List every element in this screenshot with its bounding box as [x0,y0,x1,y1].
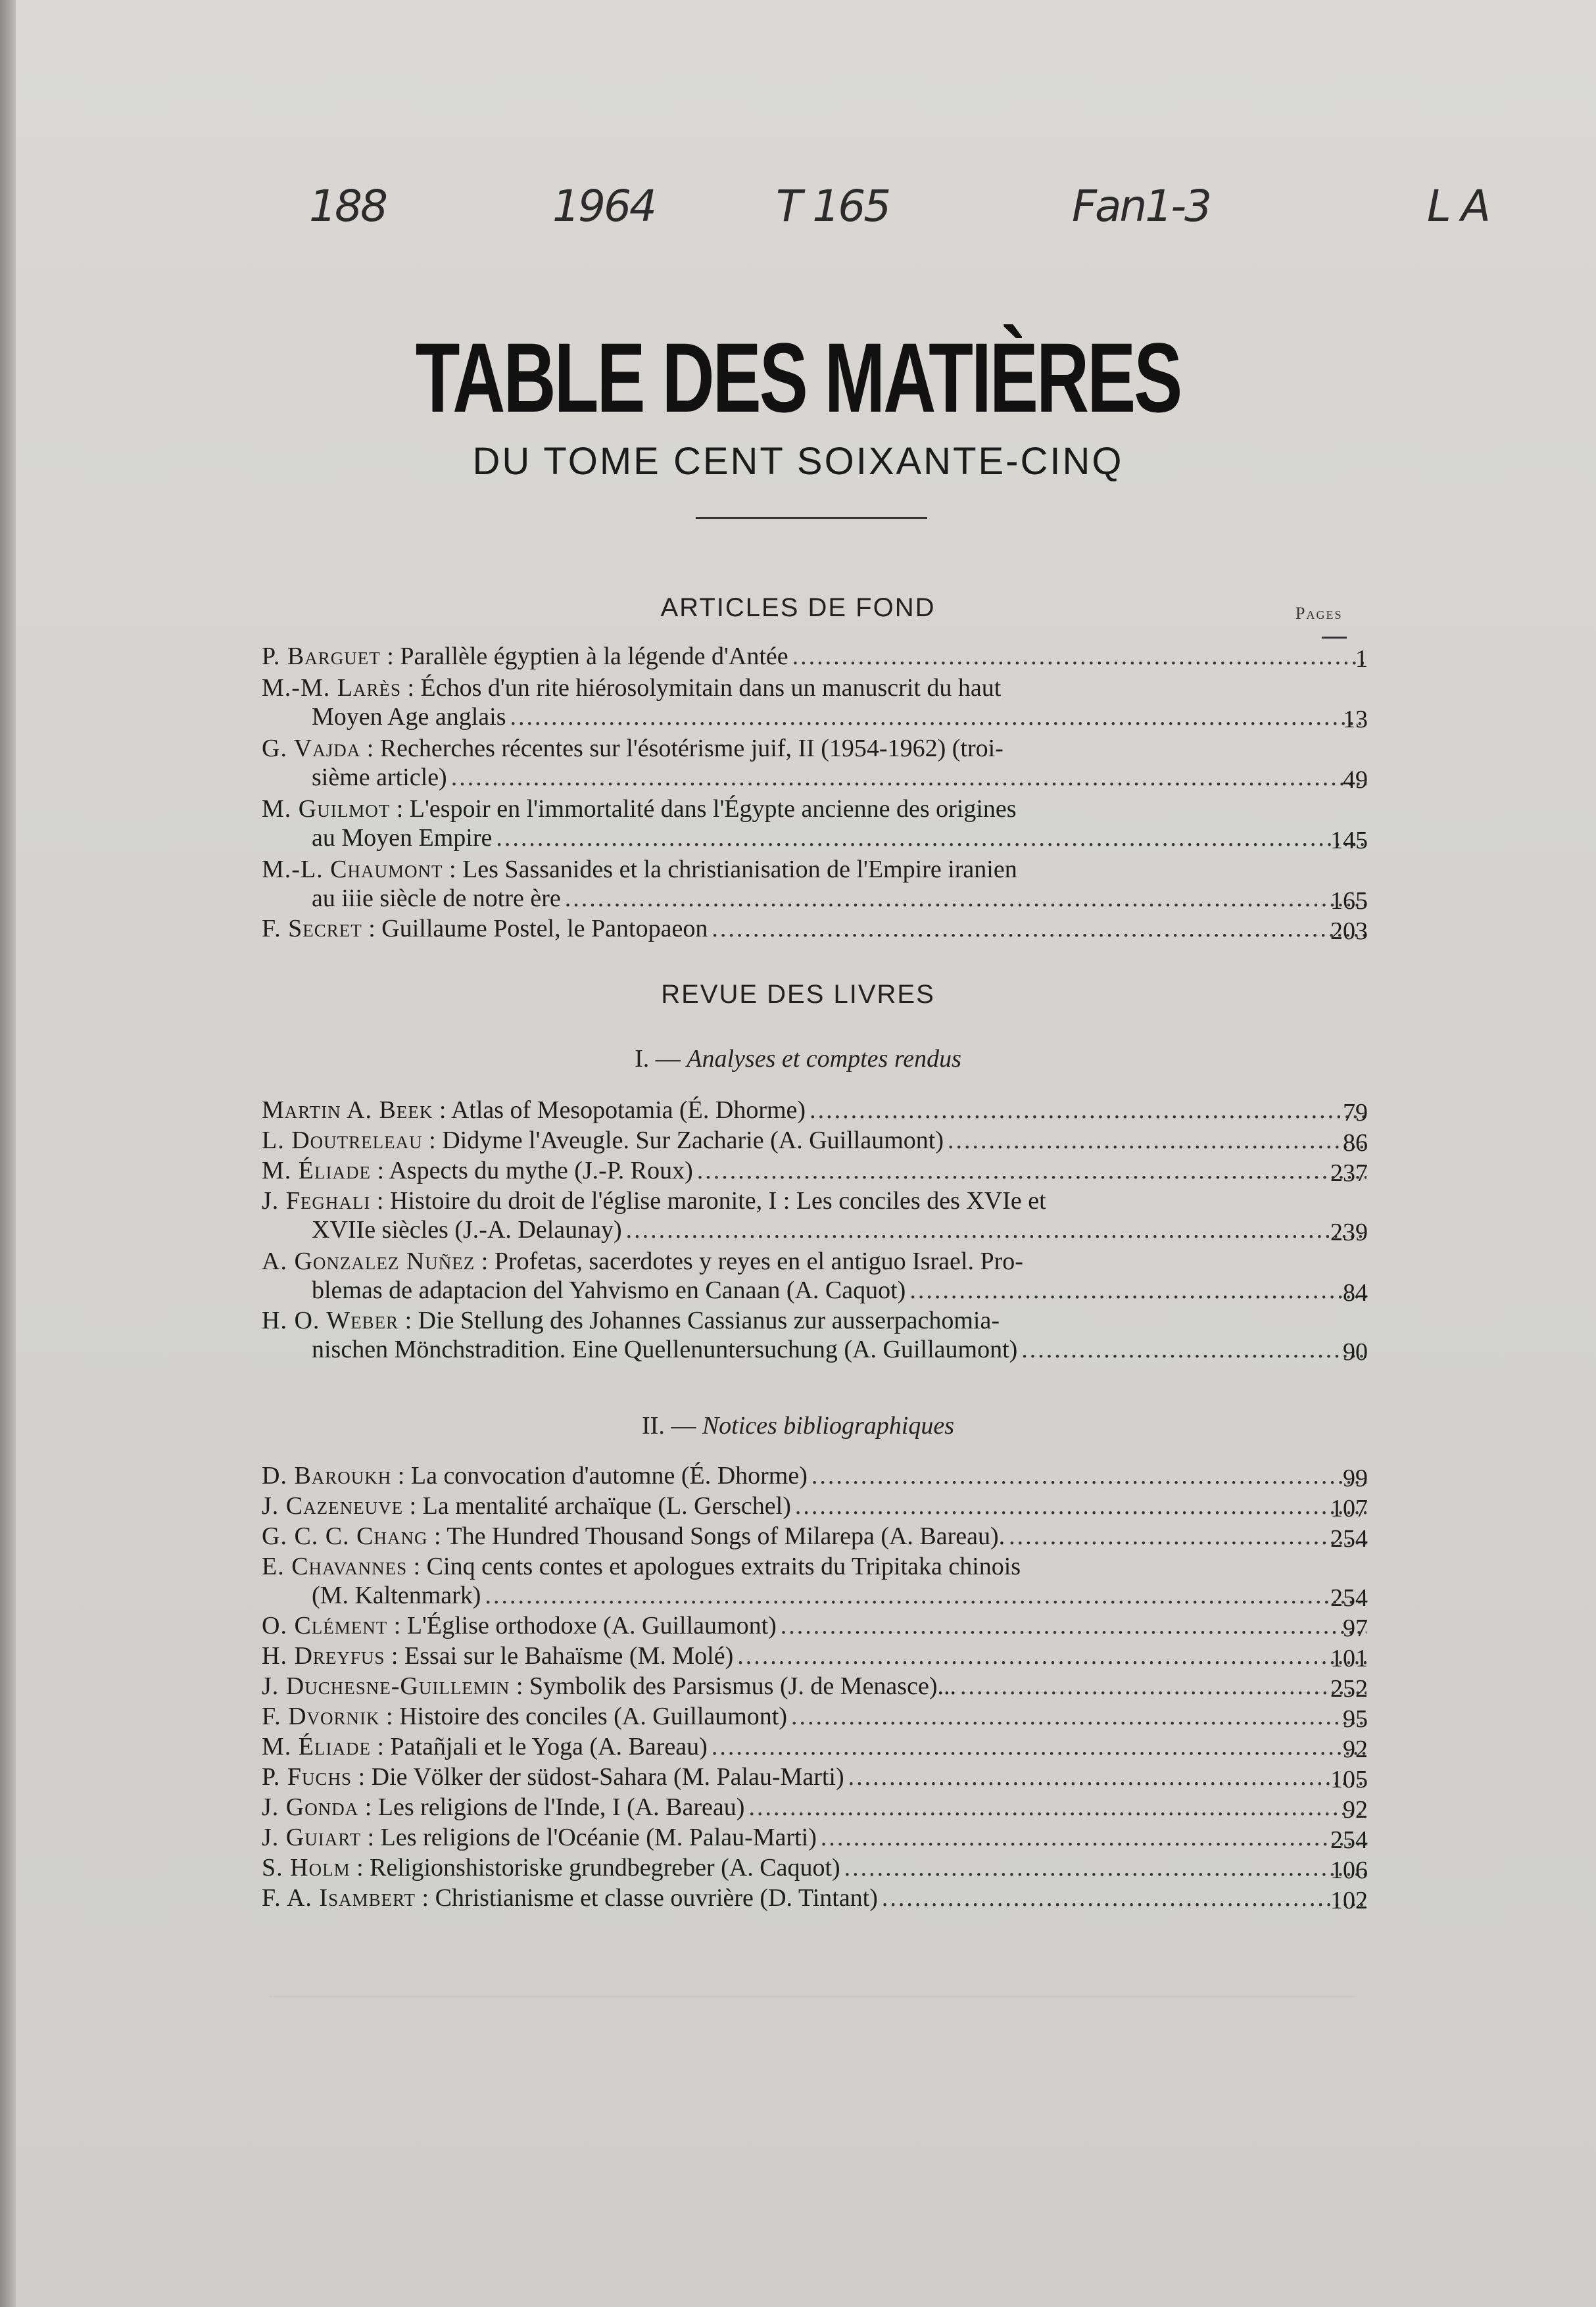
title-divider [696,517,927,519]
toc-entry-line: P. Barguet : Parallèle égyptien à la légende d'Antée ..... [262,642,1366,671]
handwritten-note-1: 188 [309,181,386,231]
toc-entry-author: G. Vajda [262,735,361,762]
toc-entry [262,1793,1366,1822]
toc-entry [262,1823,1366,1852]
toc-entry-title: Religionshistoriske grundbegreber (A. Caquot) [370,1854,840,1882]
toc-entry-page: 79 [1343,1099,1368,1127]
toc-entry-title: Die Stellung des Johannes Cassianus zur ausserpachomia- [418,1307,1000,1334]
dot-leader [510,702,1366,731]
toc-entry-title: Les religions de l'Océanie (M. Palau-Marti) [380,1824,817,1851]
toc-entry-title: L'espoir en l'immortalité dans l'Égypte ancienne des origines [409,795,1017,823]
toc-entry-line [262,884,1366,913]
toc-entry-title: XVIIe siècles (J.-A. Delaunay) [312,1216,622,1244]
toc-entry-line: J. Gonda : Les religions de l'Inde, I (A. Bareau) ..... [262,1793,1366,1822]
toc-entry [262,1461,1366,1490]
toc-entry-author: L. Doutreleau [262,1127,423,1154]
toc-entry-line: M. Éliade : Patañjali et le Yoga (A. Bareau) ..... [262,1732,1366,1761]
toc-entry-page: 92 [1343,1796,1368,1824]
toc-entry-line: H. O. Weber : Die Stellung des Johannes Cassianus zur ausserpachomia- [262,1307,1000,1334]
toc-entry-page: 254 [1330,1826,1368,1854]
toc-entry-page: 86 [1343,1129,1368,1157]
toc-entry-page: 165 [1330,887,1368,915]
toc-entry-title: Histoire des conciles (A. Guillaumont) [399,1703,788,1730]
toc-entry-page: 254 [1330,1525,1368,1553]
toc-entry-page: 92 [1343,1736,1368,1763]
toc-entry-line: J. Feghali : Histoire du droit de l'église maronite, I : Les conciles des XVIe et [262,1187,1046,1215]
toc-entry-line: H. Dreyfus : Essai sur le Bahaïsme (M. Molé) ..... [262,1641,1366,1670]
toc-entry [262,1492,1366,1520]
subsection-heading-notices [0,1411,1596,1440]
toc-entry-line: L. Doutreleau : Didyme l'Aveugle. Sur Zacharie (A. Guillaumont) ..... [262,1126,1366,1155]
pages-column-dash [1322,637,1347,639]
toc-entry-page: 105 [1330,1766,1368,1793]
toc-entry-title: Aspects du mythe (J.-P. Roux) [389,1157,693,1184]
toc-entry-line: F. A. Isambert : Christianisme et classe ouvrière (D. Tintant) ..... [262,1883,1366,1912]
handwritten-note-5: L A [1427,181,1489,231]
toc-entry-line: J. Duchesne-Guillemin : Symbolik des Parsismus (J. de Menasce)... ..... [262,1672,1366,1701]
toc-entry-author: F. Dvornik [262,1703,380,1730]
subsection-numeral: II. — [642,1412,696,1440]
dot-leader [712,914,1366,943]
toc-entry-line: O. Clément : L'Église orthodoxe (A. Guillaumont) ..... [262,1611,1366,1640]
toc-entry-page: 1 [1355,645,1368,673]
handwritten-note-4: Fan1-3 [1072,181,1211,231]
toc-entry-author: M. Guilmot [262,795,391,823]
toc-entry-line: M. Éliade : Aspects du mythe (J.-P. Roux) ..... [262,1156,1366,1185]
toc-entry [262,734,1366,792]
toc-entry [262,1883,1366,1912]
toc-entry-author: O. Clément [262,1612,388,1639]
toc-entry [262,1611,1366,1640]
dot-leader [485,1581,1366,1610]
toc-entry-line: M.-M. Larès : Échos d'un rite hiérosolymitain dans un manuscrit du haut [262,674,1002,702]
dot-leader [697,1156,1366,1185]
toc-entry-title: Moyen Age anglais [312,703,506,731]
book-spine-shadow [0,0,16,2307]
toc-entry-author: H. O. Weber [262,1307,399,1334]
toc-entry-author: H. Dreyfus [262,1642,385,1670]
toc-entry-line: G. Vajda : Recherches récentes sur l'ésotérisme juif, II (1954-1962) (troi- [262,735,1004,762]
section-heading-articles: ARTICLES DE FOND [660,593,936,622]
toc-entry-title: Didyme l'Aveugle. Sur Zacharie (A. Guillaumont) [442,1127,944,1154]
toc-entry-author: M.-M. Larès [262,674,401,702]
toc-entry-author: P. Barguet [262,643,381,670]
toc-entry-line [262,1335,1366,1364]
handwritten-note-3: T 165 [776,181,890,231]
bleed-through-rule [270,1996,1355,1997]
toc-entry-page: 106 [1330,1857,1368,1884]
toc-entry-page: 99 [1343,1465,1368,1492]
toc-entry-page: 254 [1330,1584,1368,1612]
toc-entry-title: Histoire du droit de l'église maronite, I : Les conciles des XVIe et [389,1187,1046,1215]
toc-entry-line [262,702,1366,731]
toc-entry-author: G. C. C. Chang [262,1522,428,1550]
toc-entry-line: D. Baroukh : La convocation d'automne (É. Dhorme) ..... [262,1461,1366,1490]
toc-entry [262,1186,1366,1244]
toc-entry-line: G. C. C. Chang : The Hundred Thousand Songs of Milarepa (A. Bareau). ..... [262,1522,1366,1551]
toc-entry-title: Guillaume Postel, le Pantopaeon [381,915,708,942]
toc-entry [262,1641,1366,1670]
toc-entry [262,914,1366,943]
page-title: TABLE DES MATIÈRES [415,322,1181,433]
toc-entry-page: 97 [1343,1615,1368,1642]
handwritten-notes [0,181,1596,253]
toc-entry-title: La convocation d'automne (É. Dhorme) [410,1462,808,1490]
toc-entry-line: F. Secret : Guillaume Postel, le Pantopaeon ..... [262,914,1366,943]
toc-entry-page: 252 [1330,1675,1368,1703]
toc-entry-title: L'Église orthodoxe (A. Guillaumont) [406,1612,777,1639]
toc-entry-author: F. Secret [262,915,362,942]
toc-entry [262,855,1366,913]
toc-entry-page: 84 [1343,1279,1368,1307]
toc-entry [262,1732,1366,1761]
toc-entry-line: S. Holm : Religionshistoriske grundbegreber (A. Caquot) ..... [262,1853,1366,1882]
toc-entry-author: J. Guiart [262,1824,362,1851]
section-heading-revue: REVUE DES LIVRES [661,980,935,1009]
toc-entry-title: Profetas, sacerdotes y reyes en el antiguo Israel. Pro- [494,1248,1023,1275]
toc-entry [262,1306,1366,1364]
toc-entry-page: 237 [1330,1159,1368,1187]
toc-entry-line: F. Dvornik : Histoire des conciles (A. Guillaumont) ..... [262,1702,1366,1731]
toc-entry-title: (M. Kaltenmark) [312,1582,481,1609]
toc-entry-page: 239 [1330,1219,1368,1246]
toc-entry-title: Die Völker der südost-Sahara (M. Palau-Marti) [371,1763,844,1791]
toc-entry [262,1247,1366,1305]
toc-entry-page: 95 [1343,1705,1368,1733]
toc-entry-title: La mentalité archaïque (L. Gerschel) [422,1492,791,1520]
toc-entry-page: 90 [1343,1338,1368,1366]
dot-leader [565,884,1366,913]
toc-entry [262,1126,1366,1155]
toc-entry-page: 145 [1330,827,1368,854]
toc-entry [262,1853,1366,1882]
toc-entry [262,1156,1366,1185]
toc-entry-title: Symbolik des Parsismus (J. de Menasce)... [529,1672,956,1700]
toc-entry-author: M.-L. Chaumont [262,856,443,883]
page-subtitle: DU TOME CENT SOIXANTE-CINQ [472,440,1124,483]
toc-entry-author: J. Cazeneuve [262,1492,404,1520]
toc-entry-author: M. Éliade [262,1733,371,1761]
toc-entry-author: F. A. Isambert [262,1884,416,1912]
toc-entry-page: 101 [1330,1645,1368,1672]
toc-entry-author: P. Fuchs [262,1763,352,1791]
toc-entry-line [262,1215,1366,1244]
toc-entry [262,794,1366,852]
pages-column-label: Pages [1295,604,1343,623]
toc-entry-author: M. Éliade [262,1157,371,1184]
toc-entry-page: 49 [1343,766,1368,794]
toc-entry-title: au Moyen Empire [312,824,493,852]
toc-entry-title: Cinq cents contes et apologues extraits du Tripitaka chinois [426,1553,1021,1580]
toc-entry-title: blemas de adaptacion del Yahvismo en Canaan (A. Caquot) [312,1276,906,1304]
toc-entry [262,1552,1366,1610]
dot-leader [451,763,1366,792]
toc-entry-line: Martin A. Beek : Atlas of Mesopotamia (É. Dhorme) ..... [262,1096,1366,1125]
toc-entry-line: M.-L. Chaumont : Les Sassanides et la christianisation de l'Empire iranien [262,856,1017,883]
subsection-numeral: I. — [635,1045,681,1073]
toc-entry-author: J. Feghali [262,1187,371,1215]
toc-entry-title: Christianisme et classe ouvrière (D. Tintant) [435,1884,878,1912]
toc-entry-title: Recherches récentes sur l'ésotérisme juif, II (1954-1962) (troi- [379,735,1004,762]
toc-entry-page: 102 [1330,1887,1368,1914]
toc-entry-author: S. Holm [262,1854,351,1882]
toc-entry-line: J. Guiart : Les religions de l'Océanie (M. Palau-Marti) ..... [262,1823,1366,1852]
toc-entry-line: J. Cazeneuve : La mentalité archaïque (L. Gerschel) ..... [262,1492,1366,1520]
toc-entry-title: sième article) [312,764,447,791]
toc-entry-author: J. Gonda [262,1793,359,1821]
subsection-title: Analyses et comptes rendus [687,1045,961,1073]
toc-entry-page: 107 [1330,1495,1368,1522]
toc-entry-line: P. Fuchs : Die Völker der südost-Sahara (M. Palau-Marti) ..... [262,1762,1366,1791]
toc-entry-title: Patañjali et le Yoga (A. Bareau) [390,1733,708,1761]
toc-entry-title: nischen Mönchstradition. Eine Quellenuntersuchung (A. Guillaumont) [312,1336,1018,1363]
toc-entry-line [262,823,1366,852]
toc-entry-title: Atlas of Mesopotamia (É. Dhorme) [450,1096,806,1124]
toc-entry [262,1522,1366,1551]
toc-entry-line [262,1581,1366,1610]
toc-entry-author: A. Gonzalez Nuñez [262,1248,475,1275]
toc-entry-title: The Hundred Thousand Songs of Milarepa (A. Bareau). [447,1522,1005,1550]
toc-entry-line: E. Chavannes : Cinq cents contes et apologues extraits du Tripitaka chinois [262,1553,1021,1580]
toc-entry-line [262,763,1366,792]
toc-entry-title: Essai sur le Bahaïsme (M. Molé) [404,1642,734,1670]
toc-entry-page: 13 [1343,706,1368,733]
handwritten-note-2: 1964 [552,181,655,231]
toc-entry [262,1096,1366,1125]
toc-entry-line: A. Gonzalez Nuñez : Profetas, sacerdotes y reyes en el antiguo Israel. Pro- [262,1248,1023,1275]
toc-entry-author: E. Chavannes [262,1553,408,1580]
dot-leader [712,1732,1366,1761]
toc-entry-title: Les religions de l'Inde, I (A. Bareau) [377,1793,745,1821]
dot-leader [626,1215,1366,1244]
toc-entry [262,1762,1366,1791]
toc-entry-line [262,1276,1366,1305]
subsection-title: Notices bibliographiques [702,1412,954,1440]
toc-entry [262,1702,1366,1731]
toc-entry-page: 203 [1330,917,1368,945]
toc-entry-author: D. Baroukh [262,1462,392,1490]
toc-entry-author: Martin A. Beek [262,1096,433,1124]
toc-entry-title: Les Sassanides et la christianisation de l'Empire iranien [462,856,1017,883]
toc-entry [262,642,1366,671]
dot-leader [496,823,1366,852]
toc-entry [262,1672,1366,1701]
toc-entry-title: au iiie siècle de notre ère [312,885,561,912]
toc-entry-title: Parallèle égyptien à la légende d'Antée [400,643,788,670]
toc-entry-title: Échos d'un rite hiérosolymitain dans un manuscrit du haut [420,674,1002,702]
toc-entry-line: M. Guilmot : L'espoir en l'immortalité dans l'Égypte ancienne des origines [262,795,1017,823]
subsection-heading-analyses [0,1044,1596,1073]
toc-entry-author: J. Duchesne-Guillemin [262,1672,510,1700]
toc-entry [262,673,1366,731]
